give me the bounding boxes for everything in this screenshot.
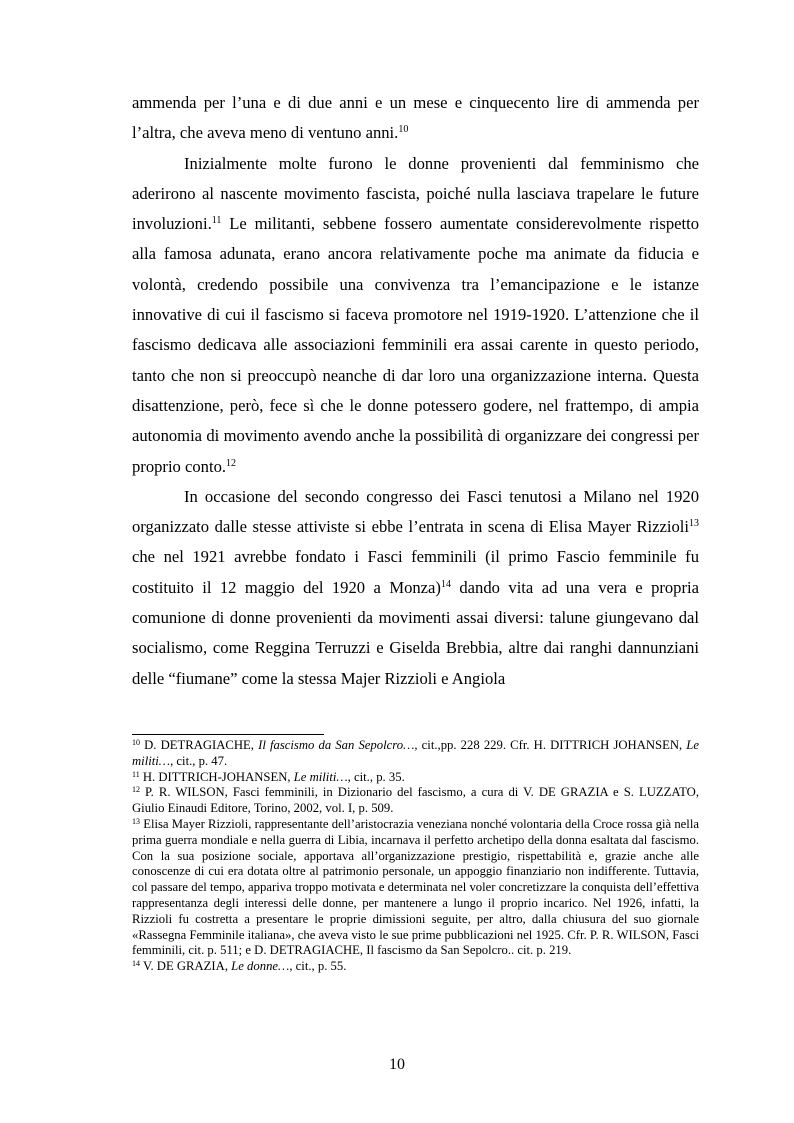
footnote-number: 10 bbox=[132, 738, 140, 747]
footnote bbox=[132, 785, 699, 817]
text-run: Le militanti, sebbene fossero aumentate considerevolmente rispetto alla famosa adunata, erano ancora relativamente poche ma animate da fiducia e volontà, credendo possibile una convivenza tra l’emancipazione e le istanze innovative di cui il fascismo si faceva promotore nel 1919-1920. L’attenzione che il fascismo dedicava alle associazioni femminili era assai carente in questo periodo, tanto che non si preoccupò neanche di dar loro una organizzazione interna. Questa disattenzione, però, fece sì che le donne potessero godere, nel frattempo, di ampia autonomia di movimento avendo anche la possibilità di organizzare dei congressi per proprio conto. bbox=[132, 214, 699, 476]
main-text bbox=[132, 88, 699, 694]
text-run: cit., p. 47. bbox=[173, 753, 228, 768]
text-run: H. DITTRICH-JOHANSEN, bbox=[139, 769, 294, 784]
text-run: P. R. WILSON, Fasci femminili, in Dizionario del fascismo, a cura di V. DE GRAZIA e S. LUZZATO, Giulio Einaudi Editore, Torino, 2002, vol. I, p. 509. bbox=[132, 785, 699, 816]
text-run: cit.,pp. 228 229. Cfr. H. DITTRICH JOHANSEN, bbox=[417, 738, 687, 752]
text-run: Elisa Mayer Rizzioli, rappresentante dell’aristocrazia veneziana nonché volontaria della Croce rossa già nella prima guerra mondiale e nella guerra di Libia, incarnava il perfetto archetipo della donna esaltata dal fascismo. Con la sua posizione sociale, apportava all’organizzazione prestigio, rispettabilità e, grazie anche alle conoscenze di cui era dotata oltre al patrimonio personale, un appoggio finanziario non indifferente. Tuttavia, col passare del tempo, appariva troppo motivata e determinata nel voler concretizzare la conquista dell’effettiva rappresentanza degli interessi delle donne, per mantenere a lungo il proprio incarico. Nel 1926, infatti, la Rizzioli fu costretta a presentare le proprie dimissioni seguite, per altro, dalla chiusura del suo giornale «Rassegna Femminile italiana», che aveva visto le sue prime pubblicazioni nel 1925. Cfr. P. R. WILSON, Fasci femminili, cit. p. 511; e D. DETRAGIACHE, Il fascismo da San Sepolcro.. cit. p. 219. bbox=[132, 816, 699, 958]
footnote-text bbox=[132, 785, 699, 815]
text-run: che nel 1921 avrebbe fondato i Fasci femminili (il primo Fascio femminile fu costituito il 12 maggio del 1920 a Monza) bbox=[132, 547, 699, 597]
footnote-number: 14 bbox=[132, 959, 140, 969]
footnote bbox=[132, 738, 699, 770]
text-run: D. DETRAGIACHE, bbox=[140, 738, 259, 752]
text-run: cit., p. 35. bbox=[350, 769, 405, 784]
footnote bbox=[132, 817, 699, 959]
footnote-reference: 11 bbox=[211, 215, 222, 227]
footnote-reference: 12 bbox=[226, 457, 237, 469]
footnote-number: 11 bbox=[132, 769, 140, 779]
footnote bbox=[132, 770, 699, 786]
footnotes bbox=[132, 738, 699, 975]
paragraph bbox=[132, 482, 699, 694]
footnote-reference: 13 bbox=[689, 518, 699, 530]
italic-title: Le militi…, bbox=[132, 738, 699, 768]
text-run: Inizialmente molte furono le donne provenienti dal femminismo che aderirono al nascente movimento fascista, poiché nulla lasciava trapelare le future involuzioni. bbox=[132, 153, 699, 234]
footnote-text bbox=[140, 959, 346, 973]
text-run: V. DE GRAZIA, bbox=[140, 959, 232, 974]
text-run: ammenda per l’una e di due anni e un mese e cinquecento lire di ammenda per l’altra, che aveva meno di ventuno anni. bbox=[132, 93, 699, 143]
footnote-number: 12 bbox=[132, 785, 140, 795]
paragraph bbox=[132, 88, 699, 149]
footnote-separator bbox=[132, 734, 324, 735]
footnote-text bbox=[132, 738, 699, 768]
footnote-reference: 14 bbox=[440, 578, 451, 590]
text-run: cit., p. 55. bbox=[292, 959, 347, 974]
footnote-reference: 10 bbox=[398, 124, 409, 136]
italic-title: Le donne…, bbox=[231, 959, 293, 974]
italic-title: Le militi…, bbox=[293, 769, 351, 784]
footnote-number: 13 bbox=[132, 816, 140, 826]
page-number: 10 bbox=[389, 1056, 405, 1073]
text-run: dando vita ad una vera e propria comunione di donne provenienti da movimenti assai diversi: talune giungevano dal socialismo, come Reggina Terruzzi e Giselda Brebbia, altre dai ranghi dannunziani delle “fiumane” come la stessa Majer Rizzioli e Angiola bbox=[132, 577, 699, 688]
paragraph bbox=[132, 149, 699, 482]
italic-title: Il fascismo da San Sepolcro…, bbox=[258, 738, 418, 752]
footnote-text bbox=[132, 817, 699, 957]
footnote-text bbox=[140, 770, 405, 784]
footnote bbox=[132, 959, 699, 975]
text-run: In occasione del secondo congresso dei Fasci tenutosi a Milano nel 1920 organizzato dalle stesse attiviste si ebbe l’entrata in scena di Elisa Mayer Rizzioli bbox=[132, 486, 699, 537]
